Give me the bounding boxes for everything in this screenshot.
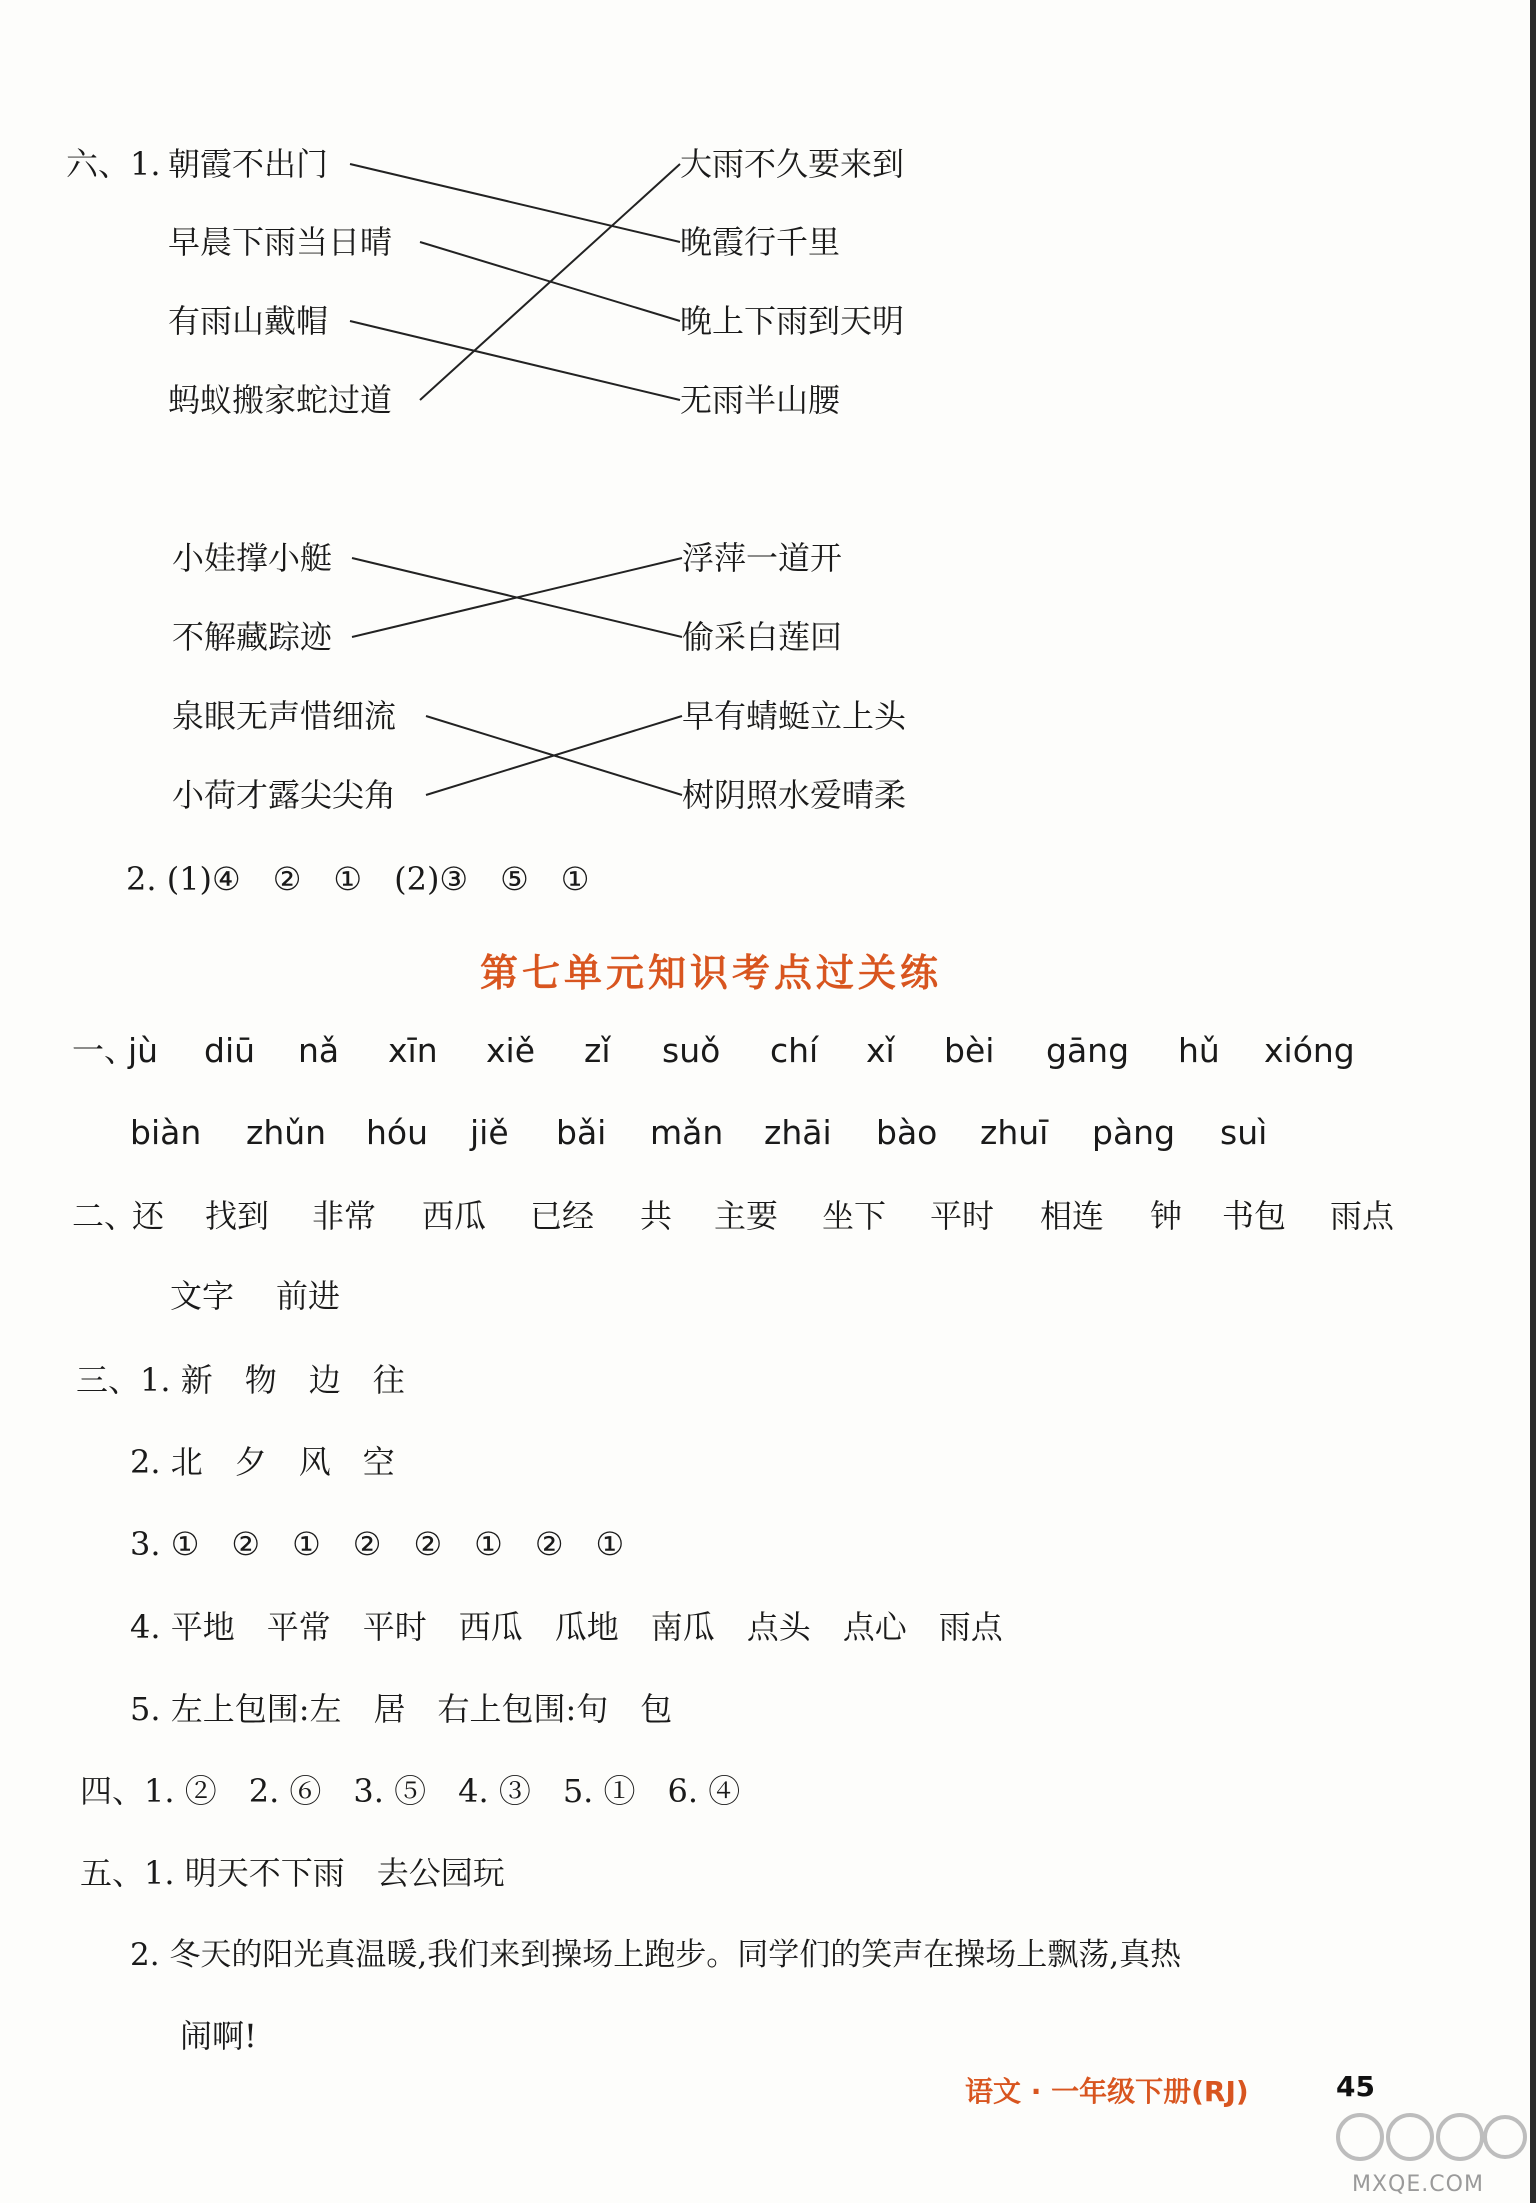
- poem-right-4: 无雨半山腰: [680, 381, 841, 419]
- part6-q1-prefix: 六、1.: [66, 145, 161, 183]
- pinyin-item: mǎn: [650, 1113, 724, 1152]
- answer-word: 平时: [930, 1197, 995, 1235]
- pinyin-item: xǐ: [866, 1031, 895, 1070]
- poem2-right-4: 树阴照水爱晴柔: [682, 776, 907, 814]
- answer-word: 还: [132, 1197, 165, 1235]
- pinyin-item: zǐ: [584, 1031, 611, 1070]
- answer-word: 雨点: [1330, 1197, 1395, 1235]
- watermark-url: MXQE.COM: [1352, 2172, 1484, 2197]
- poem-left-1: 朝霞不出门: [168, 145, 329, 183]
- poem2-left-2: 不解藏踪迹: [172, 618, 333, 656]
- pinyin-item: biàn: [130, 1113, 202, 1152]
- pinyin-item: zhuī: [980, 1113, 1049, 1152]
- page-number: 45: [1336, 2070, 1375, 2103]
- pinyin-item: bào: [876, 1113, 938, 1152]
- part6-q2: 2. (1)④ ② ① (2)③ ⑤ ①: [126, 860, 590, 898]
- poem-left-4: 蚂蚁搬家蛇过道: [168, 381, 393, 419]
- pinyin-item: nǎ: [298, 1031, 340, 1070]
- pinyin-item: suǒ: [662, 1031, 721, 1070]
- answer-word: 非常: [312, 1197, 377, 1235]
- pinyin-item: hóu: [366, 1113, 429, 1152]
- answer-word: 坐下: [822, 1197, 887, 1235]
- poem2-left-4: 小荷才露尖尖角: [172, 776, 397, 814]
- pinyin-item: xiě: [486, 1031, 536, 1070]
- pinyin-item: zhāi: [764, 1113, 832, 1152]
- pinyin-item: jù: [128, 1031, 159, 1070]
- poem-left-3: 有雨山戴帽: [168, 302, 329, 340]
- part2-prefix: 二、: [72, 1197, 137, 1235]
- pinyin-item: diū: [204, 1031, 256, 1070]
- answer-word: 书包: [1222, 1197, 1287, 1235]
- page-edge: [1530, 0, 1536, 2203]
- poem2-right-3: 早有蜻蜓立上头: [682, 697, 907, 735]
- poem2-left-3: 泉眼无声惜细流: [172, 697, 397, 735]
- pinyin-item: pàng: [1092, 1113, 1176, 1152]
- answer-word: 主要: [714, 1197, 779, 1235]
- section-title: 第七单元知识考点过关练: [480, 951, 943, 995]
- answer-word: 钟: [1150, 1197, 1183, 1235]
- poem-right-3: 晚上下雨到天明: [680, 302, 905, 340]
- match-line-4: [420, 164, 680, 400]
- answer-word: 前进: [276, 1277, 341, 1315]
- pinyin-item: xīn: [388, 1031, 438, 1070]
- pinyin-item: hǔ: [1178, 1031, 1220, 1070]
- matching-lines: [0, 0, 1536, 900]
- part3-q3: 3. ① ② ① ② ② ① ② ①: [130, 1525, 625, 1563]
- part3-q2: 2. 北 夕 风 空: [130, 1443, 395, 1481]
- poem2-right-2: 偷采白莲回: [682, 618, 843, 656]
- pinyin-item: bǎi: [556, 1113, 607, 1152]
- pinyin-item: jiě: [470, 1113, 509, 1152]
- match-line-3: [350, 321, 680, 400]
- pinyin-item: bèi: [944, 1031, 995, 1070]
- poem-right-1: 大雨不久要来到: [680, 145, 905, 183]
- answer-word: 已经: [530, 1197, 595, 1235]
- pinyin-item: chí: [770, 1031, 819, 1070]
- part3-q5: 5. 左上包围:左 居 右上包围:句 包: [130, 1690, 673, 1728]
- match-line-1: [350, 164, 680, 242]
- answer-word: 相连: [1040, 1197, 1105, 1235]
- part4-q: 四、1. ② 2. ⑥ 3. ⑤ 4. ③ 5. ① 6. ④: [80, 1772, 741, 1810]
- part5-q2-line2: 闹啊!: [180, 2017, 257, 2055]
- answer-word: 西瓜: [422, 1197, 487, 1235]
- pinyin-item: suì: [1220, 1113, 1268, 1152]
- pinyin-item: gāng: [1046, 1031, 1130, 1070]
- pinyin-item: zhǔn: [246, 1113, 327, 1152]
- answer-word: 找到: [205, 1197, 270, 1235]
- part3-q1: 三、1. 新 物 边 往: [76, 1361, 405, 1399]
- part1-prefix: 一、: [72, 1031, 137, 1069]
- answer-word: 共: [640, 1197, 673, 1235]
- poem2-right-1: 浮萍一道开: [682, 539, 843, 577]
- part5-q1: 五、1. 明天不下雨 去公园玩: [80, 1854, 505, 1892]
- poem-left-2: 早晨下雨当日晴: [168, 223, 393, 261]
- poem2-left-1: 小娃撑小艇: [172, 539, 333, 577]
- pinyin-item: xióng: [1264, 1031, 1355, 1070]
- answer-word: 文字: [170, 1277, 235, 1315]
- part3-q4: 4. 平地 平常 平时 西瓜 瓜地 南瓜 点头 点心 雨点: [130, 1608, 1003, 1646]
- poem-right-2: 晚霞行千里: [680, 223, 841, 261]
- footer-subject: 语文 · 一年级下册(RJ): [965, 2075, 1249, 2108]
- part5-q2-line1: 2. 冬天的阳光真温暖,我们来到操场上跑步。同学们的笑声在操场上飘荡,真热: [130, 1937, 1182, 1973]
